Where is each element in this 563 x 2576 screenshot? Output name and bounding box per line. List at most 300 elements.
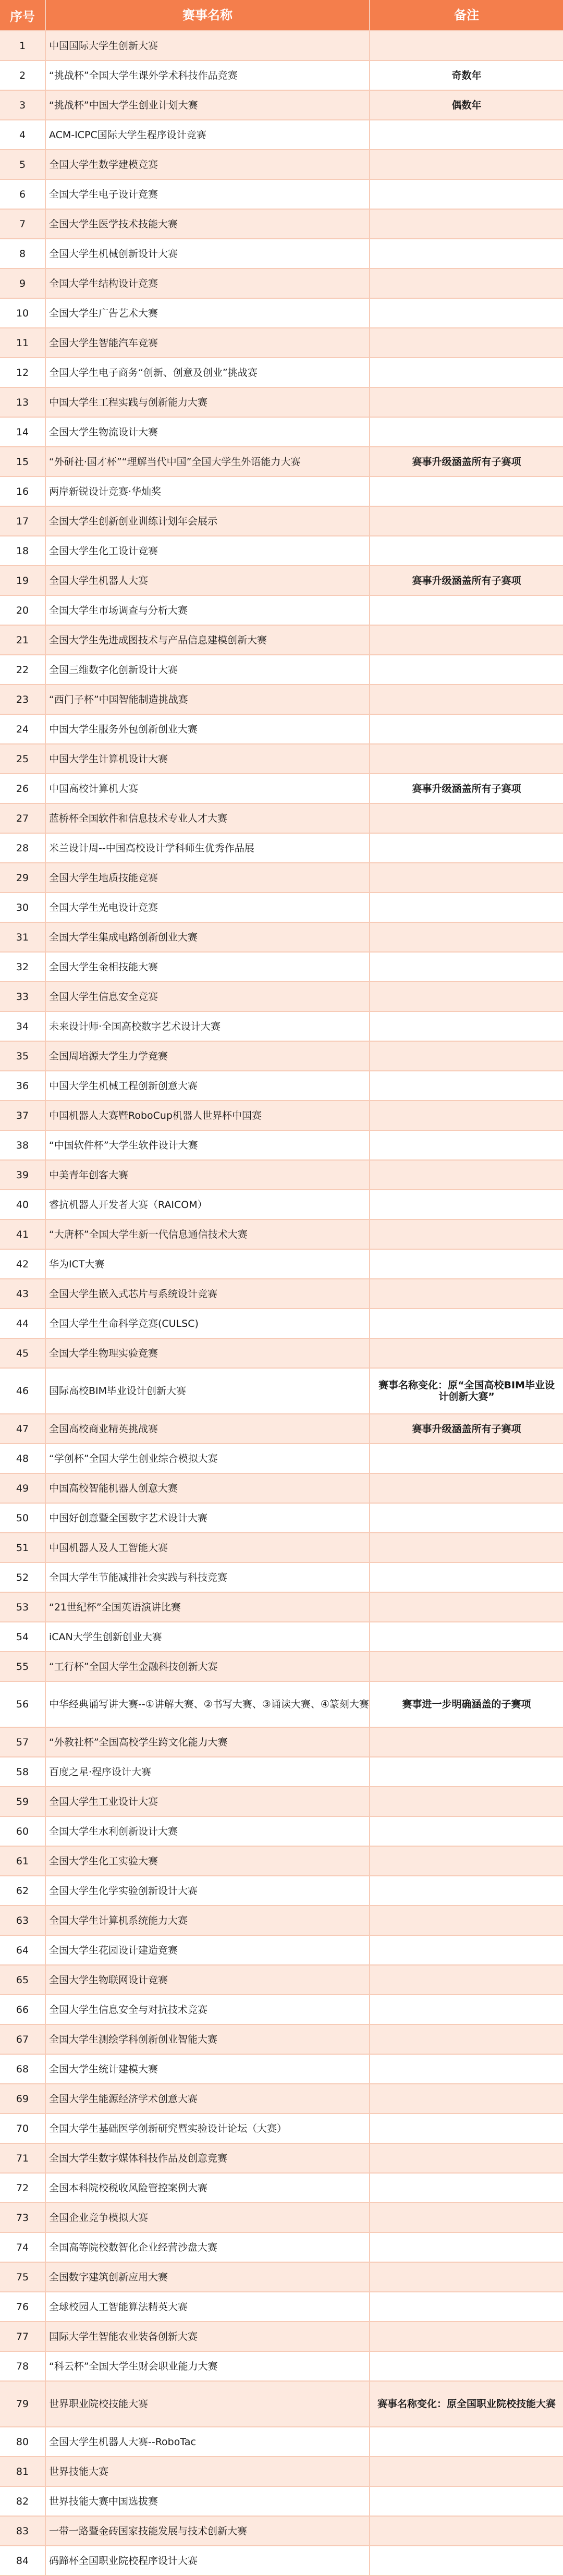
row-note (370, 1965, 563, 1994)
competition-name: 全国大学生金相技能大赛 (46, 953, 370, 981)
competition-name: iCAN大学生创新创业大赛 (46, 1622, 370, 1651)
row-number: 65 (0, 1965, 46, 1994)
row-note (370, 1995, 563, 2024)
competition-name: 全国大学生先进成图技术与产品信息建模创新大赛 (46, 626, 370, 654)
row-number: 72 (0, 2174, 46, 2202)
competition-name: 全国大学生物流设计大赛 (46, 418, 370, 446)
row-number: 32 (0, 953, 46, 981)
row-note (370, 1161, 563, 1189)
row-number: 6 (0, 180, 46, 209)
competition-name: 国际高校BIM毕业设计创新大赛 (46, 1369, 370, 1413)
table-row (0, 2084, 563, 2114)
row-note: 赛事升级涵盖所有子赛项 (412, 783, 521, 795)
table-row (0, 1817, 563, 1847)
competition-name: 中美青年创客大赛 (46, 1161, 370, 1189)
row-note (370, 1876, 563, 1905)
row-number: 18 (0, 536, 46, 565)
competition-name: 全国大学生节能减排社会实践与科技竞赛 (46, 1563, 370, 1592)
row-note (370, 834, 563, 862)
row-number: 54 (0, 1622, 46, 1651)
row-note (370, 982, 563, 1011)
row-note (370, 1190, 563, 1219)
competition-name: 全国大学生水利创新设计大赛 (46, 1817, 370, 1846)
row-note (370, 2427, 563, 2456)
competition-name: 中国大学生计算机设计大赛 (46, 744, 370, 773)
competition-name: 华为ICT大赛 (46, 1250, 370, 1278)
row-number: 52 (0, 1563, 46, 1592)
row-note (370, 388, 563, 417)
row-note (370, 2457, 563, 2486)
table-row (0, 1071, 563, 1101)
table-row (0, 2487, 563, 2517)
row-number: 31 (0, 923, 46, 951)
competition-name: 全国数字建筑创新应用大赛 (46, 2263, 370, 2291)
table-row (0, 1414, 563, 1444)
competition-name: 全国大学生创新创业训练计划年会展示 (46, 507, 370, 535)
competition-name: 全国大学生能源经济学术创意大赛 (46, 2084, 370, 2113)
competition-name: ACM-ICPC国际大学生程序设计竞赛 (46, 120, 370, 149)
row-note (370, 893, 563, 922)
row-number: 66 (0, 1995, 46, 2024)
table-row (0, 299, 563, 328)
table-row (0, 2055, 563, 2084)
row-number: 24 (0, 715, 46, 743)
row-note (370, 31, 563, 60)
row-note (370, 418, 563, 446)
row-number: 3 (0, 91, 46, 119)
table-row (0, 91, 563, 120)
row-note (370, 150, 563, 179)
row-number: 39 (0, 1161, 46, 1189)
table-row (0, 1533, 563, 1563)
competition-name: 米兰设计周--中国高校设计学科师生优秀作品展 (46, 834, 370, 862)
row-number: 35 (0, 1042, 46, 1070)
table-row (0, 2144, 563, 2174)
row-number: 70 (0, 2114, 46, 2143)
row-number: 56 (0, 1682, 46, 1727)
table-row (0, 715, 563, 744)
competition-name: 中国国际大学生创新大赛 (46, 31, 370, 60)
competition-name: 全国高等院校数智化企业经营沙盘大赛 (46, 2233, 370, 2262)
table-row (0, 1012, 563, 1042)
table-row (0, 685, 563, 715)
row-note (370, 596, 563, 625)
table-row (0, 1622, 563, 1652)
row-number: 82 (0, 2487, 46, 2516)
row-note (370, 2144, 563, 2172)
table-row (0, 269, 563, 299)
competition-name: 中国高校智能机器人创意大赛 (46, 1474, 370, 1503)
competition-name: 两岸新锐设计竞赛·华灿奖 (46, 477, 370, 506)
table-header (0, 0, 563, 31)
row-note (370, 1817, 563, 1846)
row-note (370, 1728, 563, 1756)
competition-name: “西门子杯”中国智能制造挑战赛 (46, 685, 370, 714)
table-row (0, 1652, 563, 1682)
row-note (370, 507, 563, 535)
row-number: 64 (0, 1936, 46, 1964)
row-number: 9 (0, 269, 46, 298)
competition-name: 全国大学生嵌入式芯片与系统设计竞赛 (46, 1279, 370, 1308)
table-row (0, 2174, 563, 2203)
competition-name: 全国大学生测绘学科创新创业智能大赛 (46, 2025, 370, 2054)
row-number: 10 (0, 299, 46, 327)
row-note (370, 685, 563, 714)
table-body (0, 31, 563, 2576)
table-row (0, 923, 563, 953)
row-number: 38 (0, 1131, 46, 1159)
row-number: 48 (0, 1444, 46, 1473)
competition-name: 中国大学生服务外包创新创业大赛 (46, 715, 370, 743)
table-row (0, 2546, 563, 2576)
row-note (370, 239, 563, 268)
row-number: 60 (0, 1817, 46, 1846)
row-number: 83 (0, 2517, 46, 2545)
row-number: 42 (0, 1250, 46, 1278)
row-number: 61 (0, 1847, 46, 1875)
row-number: 63 (0, 1906, 46, 1935)
table-row (0, 655, 563, 685)
row-note (370, 1071, 563, 1100)
row-number: 46 (0, 1369, 46, 1413)
row-note (370, 1847, 563, 1875)
competition-name: 睿抗机器人开发者大赛（RAICOM） (46, 1190, 370, 1219)
competition-name: 全国大学生光电设计竞赛 (46, 893, 370, 922)
competition-name: 国际大学生智能农业装备创新大赛 (46, 2322, 370, 2351)
table-row (0, 1757, 563, 1787)
row-number: 15 (0, 447, 46, 476)
row-number: 14 (0, 418, 46, 446)
row-number: 16 (0, 477, 46, 506)
competition-name: 全国大学生计算机系统能力大赛 (46, 1906, 370, 1935)
row-number: 8 (0, 239, 46, 268)
competition-name: 全国大学生信息安全竞赛 (46, 982, 370, 1011)
competition-name: 中国好创意暨全国数字艺术设计大赛 (46, 1504, 370, 1532)
competition-name: 全国大学生统计建模大赛 (46, 2055, 370, 2083)
row-number: 55 (0, 1652, 46, 1681)
competition-name: 全国大学生物联网设计竞赛 (46, 1965, 370, 1994)
row-note (370, 953, 563, 981)
table-row (0, 596, 563, 626)
row-number: 58 (0, 1757, 46, 1786)
competition-name: 全国大学生电子设计竞赛 (46, 180, 370, 209)
competition-name: “大唐杯”全国大学生新一代信息通信技术大赛 (46, 1220, 370, 1249)
table-row (0, 1593, 563, 1622)
table-row (0, 150, 563, 180)
competition-name: “学创杯”全国大学生创业综合模拟大赛 (46, 1444, 370, 1473)
competition-name: 全国大学生机械创新设计大赛 (46, 239, 370, 268)
table-row (0, 2457, 563, 2487)
competition-name: 中国大学生机械工程创新创意大赛 (46, 1071, 370, 1100)
row-number: 62 (0, 1876, 46, 1905)
row-number: 77 (0, 2322, 46, 2351)
table-row (0, 1876, 563, 1906)
row-note (370, 1533, 563, 1562)
row-number: 75 (0, 2263, 46, 2291)
table-row (0, 893, 563, 923)
row-number: 74 (0, 2233, 46, 2262)
row-note: 偶数年 (451, 99, 482, 111)
table-row (0, 2292, 563, 2322)
row-note (370, 1504, 563, 1532)
table-row (0, 1220, 563, 1250)
competition-name: 全国大学生结构设计竞赛 (46, 269, 370, 298)
row-note (370, 1563, 563, 1592)
row-note (370, 328, 563, 357)
row-note (370, 2487, 563, 2516)
row-number: 59 (0, 1787, 46, 1816)
row-number: 69 (0, 2084, 46, 2113)
row-number: 78 (0, 2352, 46, 2380)
competition-name: “科云杯”全国大学生财会职业能力大赛 (46, 2352, 370, 2380)
row-number: 57 (0, 1728, 46, 1756)
competition-name: 世界技能大赛 (46, 2457, 370, 2486)
table-row (0, 1728, 563, 1757)
row-number: 49 (0, 1474, 46, 1503)
header-name: 赛事名称 (46, 0, 370, 30)
row-number: 33 (0, 982, 46, 1011)
table-row (0, 2263, 563, 2292)
table-row (0, 2517, 563, 2546)
competition-name: 全国周培源大学生力学竞赛 (46, 1042, 370, 1070)
table-row (0, 2322, 563, 2352)
row-number: 41 (0, 1220, 46, 1249)
row-number: 20 (0, 596, 46, 625)
row-number: 23 (0, 685, 46, 714)
competition-name: 全国大学生化工实验大赛 (46, 1847, 370, 1875)
row-number: 50 (0, 1504, 46, 1532)
row-number: 22 (0, 655, 46, 684)
row-note (370, 1474, 563, 1503)
row-note (370, 1593, 563, 1621)
row-note (370, 1042, 563, 1070)
row-note: 奇数年 (451, 69, 482, 81)
competition-name: 蓝桥杯全国软件和信息技术专业人才大赛 (46, 804, 370, 833)
row-note: 赛事升级涵盖所有子赛项 (412, 575, 521, 587)
row-number: 36 (0, 1071, 46, 1100)
row-note (370, 744, 563, 773)
row-note (370, 2025, 563, 2054)
row-note (370, 2084, 563, 2113)
row-number: 30 (0, 893, 46, 922)
row-number: 53 (0, 1593, 46, 1621)
row-note (370, 2263, 563, 2291)
table-row (0, 210, 563, 239)
competition-name: 中国高校计算机大赛 (46, 774, 370, 803)
table-row (0, 1131, 563, 1161)
competition-name: 全国大学生医学技术技能大赛 (46, 210, 370, 238)
table-row (0, 1563, 563, 1593)
table-row (0, 239, 563, 269)
row-note (370, 1250, 563, 1278)
table-row (0, 358, 563, 388)
table-row (0, 477, 563, 507)
table-row (0, 447, 563, 477)
competition-name: 百度之星·程序设计大赛 (46, 1757, 370, 1786)
row-note (370, 1012, 563, 1041)
table-row (0, 1936, 563, 1965)
row-note (370, 2174, 563, 2202)
row-note (370, 655, 563, 684)
row-note (370, 2055, 563, 2083)
table-row (0, 1847, 563, 1876)
competition-name: 世界技能大赛中国选拔赛 (46, 2487, 370, 2516)
row-number: 67 (0, 2025, 46, 2054)
table-row (0, 1339, 563, 1369)
row-number: 44 (0, 1309, 46, 1338)
competition-name: 全国大学生智能汽车竞赛 (46, 328, 370, 357)
competition-name: “外研社·国才杯”“理解当代中国”全国大学生外语能力大赛 (46, 447, 370, 476)
table-row (0, 1161, 563, 1190)
row-note (370, 2322, 563, 2351)
table-row (0, 2382, 563, 2427)
row-note (370, 2233, 563, 2262)
table-row (0, 982, 563, 1012)
row-number: 47 (0, 1414, 46, 1443)
table-row (0, 180, 563, 210)
row-number: 40 (0, 1190, 46, 1219)
row-note (370, 715, 563, 743)
table-row (0, 2025, 563, 2055)
row-number: 11 (0, 328, 46, 357)
table-row (0, 507, 563, 536)
row-note (370, 1444, 563, 1473)
table-row (0, 1906, 563, 1936)
table-row (0, 418, 563, 447)
row-number: 76 (0, 2292, 46, 2321)
competition-name: 全国大学生广告艺术大赛 (46, 299, 370, 327)
competition-name: 全国大学生数学建模竞赛 (46, 150, 370, 179)
row-number: 2 (0, 61, 46, 90)
competition-name: 全国大学生生命科学竞赛(CULSC) (46, 1309, 370, 1338)
row-number: 25 (0, 744, 46, 773)
table-row (0, 1250, 563, 1279)
table-row (0, 2203, 563, 2233)
row-note (370, 180, 563, 209)
header-note: 备注 (454, 8, 479, 22)
row-number: 80 (0, 2427, 46, 2456)
row-note (370, 1131, 563, 1159)
table-row (0, 1682, 563, 1728)
table-row (0, 863, 563, 893)
row-number: 51 (0, 1533, 46, 1562)
competition-name: 全国本科院校税收风险管控案例大赛 (46, 2174, 370, 2202)
row-note (370, 923, 563, 951)
row-note (370, 1279, 563, 1308)
row-number: 28 (0, 834, 46, 862)
table-row (0, 626, 563, 655)
row-note (370, 210, 563, 238)
competition-name: 全国大学生地质技能竞赛 (46, 863, 370, 892)
row-number: 37 (0, 1101, 46, 1130)
row-number: 34 (0, 1012, 46, 1041)
row-note (370, 1936, 563, 1964)
row-note: 赛事升级涵盖所有子赛项 (412, 1423, 521, 1435)
table-row (0, 120, 563, 150)
table-row (0, 2427, 563, 2457)
table-row (0, 1309, 563, 1339)
row-note (370, 1101, 563, 1130)
competition-name: 中国机器人及人工智能大赛 (46, 1533, 370, 1562)
competition-name: 世界职业院校技能大赛 (46, 2382, 370, 2426)
table-row (0, 1504, 563, 1533)
competition-name: “挑战杯”中国大学生创业计划大赛 (46, 91, 370, 119)
competition-name: 码蹄杯全国职业院校程序设计大赛 (46, 2546, 370, 2575)
competition-name: 全国大学生市场调查与分析大赛 (46, 596, 370, 625)
table-row (0, 536, 563, 566)
table-row (0, 388, 563, 418)
row-note (370, 2292, 563, 2321)
table-row (0, 1965, 563, 1995)
row-number: 12 (0, 358, 46, 387)
row-note (370, 1339, 563, 1368)
competition-name: 全国大学生物理实验竞赛 (46, 1339, 370, 1368)
table-row (0, 1995, 563, 2025)
row-note (370, 1906, 563, 1935)
table-row (0, 61, 563, 91)
competition-name: 全国大学生数字媒体科技作品及创意竞赛 (46, 2144, 370, 2172)
competition-name: “21世纪杯”全国英语演讲比赛 (46, 1593, 370, 1621)
competition-name: 全国大学生花园设计建造竞赛 (46, 1936, 370, 1964)
row-number: 7 (0, 210, 46, 238)
competition-name: 全球校园人工智能算法精英大赛 (46, 2292, 370, 2321)
table-row (0, 31, 563, 61)
competition-name: 全国企业竞争模拟大赛 (46, 2203, 370, 2232)
row-note (370, 358, 563, 387)
header-num: 序号 (0, 0, 46, 30)
table-row (0, 2114, 563, 2144)
table-row (0, 2352, 563, 2382)
row-number: 81 (0, 2457, 46, 2486)
row-note (370, 536, 563, 565)
competition-name: “外教社杯”全国高校学生跨文化能力大赛 (46, 1728, 370, 1756)
row-note: 赛事进一步明确涵盖的子赛项 (402, 1699, 531, 1710)
row-number: 1 (0, 31, 46, 60)
competition-name: 全国大学生集成电路创新创业大赛 (46, 923, 370, 951)
row-number: 26 (0, 774, 46, 803)
competition-name: 全国大学生机器人大赛 (46, 566, 370, 595)
competition-name: “工行杯”全国大学生金融科技创新大赛 (46, 1652, 370, 1681)
row-note (370, 863, 563, 892)
row-note (370, 299, 563, 327)
row-number: 71 (0, 2144, 46, 2172)
table-row (0, 1042, 563, 1071)
competition-name: 全国大学生化工设计竞赛 (46, 536, 370, 565)
table-row (0, 1279, 563, 1309)
competition-name: “中国软件杯”大学生软件设计大赛 (46, 1131, 370, 1159)
competition-name: 全国大学生工业设计大赛 (46, 1787, 370, 1816)
row-number: 43 (0, 1279, 46, 1308)
competition-name: 中国大学生工程实践与创新能力大赛 (46, 388, 370, 417)
row-number: 79 (0, 2382, 46, 2426)
competition-name: 全国三维数字化创新设计大赛 (46, 655, 370, 684)
table-row (0, 744, 563, 774)
competition-name: 全国高校商业精英挑战赛 (46, 1414, 370, 1443)
row-number: 4 (0, 120, 46, 149)
competition-name: 未来设计师·全国高校数字艺术设计大赛 (46, 1012, 370, 1041)
row-note (370, 477, 563, 506)
row-note (370, 626, 563, 654)
row-number: 21 (0, 626, 46, 654)
table-row (0, 1101, 563, 1131)
row-note (370, 1757, 563, 1786)
table-row (0, 566, 563, 596)
row-number: 17 (0, 507, 46, 535)
table-row (0, 328, 563, 358)
row-number: 84 (0, 2546, 46, 2575)
row-note: 赛事升级涵盖所有子赛项 (412, 456, 521, 468)
table-row (0, 2233, 563, 2263)
